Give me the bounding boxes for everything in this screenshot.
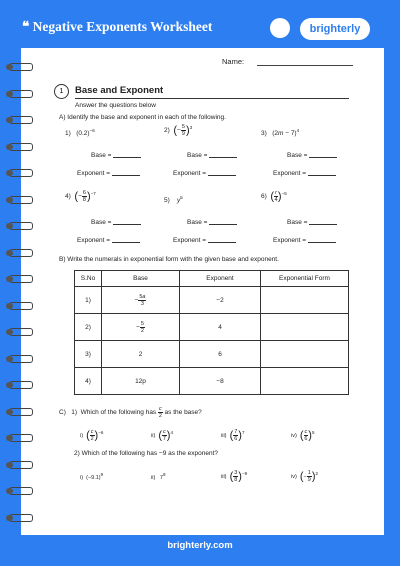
binding-ring <box>9 328 33 336</box>
exponent-field-5[interactable]: Exponent = <box>173 237 236 244</box>
answer-cell[interactable] <box>261 314 349 341</box>
binding-ring <box>9 302 33 310</box>
binding-ring <box>9 355 33 363</box>
table-row: 4) 12p −8 <box>75 368 349 395</box>
binding-ring <box>9 196 33 204</box>
table-row: 2) − $\frac{5}{2}$ 4 <box>75 314 349 341</box>
base-field-3[interactable]: Base = <box>287 152 337 159</box>
expr-a4: 4) (− $\frac{6}{8}$ )$^{-7}$ <box>65 190 96 203</box>
binding-ring <box>9 487 33 495</box>
name-label: Name: <box>222 57 245 66</box>
answer-cell[interactable] <box>261 287 349 314</box>
table-row: 3) 2 6 <box>75 341 349 368</box>
option-c1-i[interactable]: i) ( $\frac{c}{2}$ )$^{-6}$ <box>80 429 104 442</box>
exponent-table <box>74 270 349 395</box>
option-c2-iii[interactable]: iii) ( $\frac{3}{8}$ )$^{-9}$ <box>221 470 248 483</box>
table-row: 1) − $\frac{5a}{3}$ −2 <box>75 287 349 314</box>
binding-ring <box>9 222 33 230</box>
binding-ring <box>9 116 33 124</box>
option-c2-i[interactable]: i) $(-9.1)^9$ <box>80 472 104 481</box>
section-divider <box>75 98 349 99</box>
base-field-5[interactable]: Base = <box>187 219 237 226</box>
binding-ring <box>9 275 33 283</box>
section-number: 1 <box>54 84 69 99</box>
answer-cell[interactable] <box>261 341 349 368</box>
option-c1-iii[interactable]: iii) ( $\frac{7}{6}$ )$^7$ <box>221 429 245 442</box>
exponent-field-4[interactable]: Exponent = <box>77 237 140 244</box>
expr-a2: 2) (− $\frac{5}{9}$ )$^3$ <box>164 124 193 137</box>
base-field-6[interactable]: Base = <box>287 219 337 226</box>
col-header-exponent: Exponent <box>180 271 261 287</box>
binding-ring <box>9 461 33 469</box>
expr-a3: 3) $(2m - 7)^4$ <box>261 128 300 138</box>
exponent-field-2[interactable]: Exponent = <box>173 170 236 177</box>
col-header-base: Base <box>102 271 180 287</box>
binding-ring <box>9 514 33 522</box>
binding-ring <box>9 408 33 416</box>
brighterly-logo: brighterly <box>300 18 370 40</box>
col-header-sno: S.No <box>75 271 102 287</box>
part-a-instruction: A) Identify the base and exponent in each of the following. <box>59 114 226 121</box>
exponent-field-1[interactable]: Exponent = <box>77 170 140 177</box>
binding-ring <box>9 381 33 389</box>
binding-ring <box>9 249 33 257</box>
circle-decoration <box>270 18 290 38</box>
part-b-instruction: B) Write the numerals in exponential form with the given base and exponent. <box>59 256 279 263</box>
part-c-question-2: 2) Which of the following has −9 as the exponent? <box>74 450 218 457</box>
section-subtitle: Answer the questions below <box>75 102 156 109</box>
binding-ring <box>9 90 33 98</box>
binding-ring <box>9 63 33 71</box>
col-header-exponential-form: Exponential Form <box>261 271 349 287</box>
binding-ring <box>9 434 33 442</box>
exponent-field-3[interactable]: Exponent = <box>273 170 336 177</box>
expr-a6: 6) ( $\frac{r}{4}$ )$^{-5}$ <box>261 190 287 203</box>
option-c2-iv[interactable]: iv) (− $\frac{1}{9}$ )$^2$ <box>291 470 319 483</box>
expr-a1: 1) $(0.2)^{-6}$ <box>65 128 95 138</box>
expr-a5: 5) $y^5$ <box>164 195 183 205</box>
footer-url: brighterly.com <box>167 540 233 551</box>
option-c1-iv[interactable]: iv) ( $\frac{c}{6}$ )$^5$ <box>291 429 315 442</box>
binding-ring <box>9 169 33 177</box>
base-field-1[interactable]: Base = <box>91 152 141 159</box>
exponent-field-6[interactable]: Exponent = <box>273 237 336 244</box>
option-c1-ii[interactable]: ii) ( $\frac{c}{7}$ )$^4$ <box>151 429 173 442</box>
part-c-question-1: C) 1) Which of the following has $\frac{c}{2}$ as the base? <box>59 406 202 419</box>
option-c2-ii[interactable]: ii) $7^9$ <box>151 472 166 481</box>
binding-ring <box>9 143 33 151</box>
section-title: Base and Exponent <box>75 85 164 96</box>
base-field-4[interactable]: Base = <box>91 219 141 226</box>
name-line <box>257 65 353 66</box>
answer-cell[interactable] <box>261 368 349 395</box>
worksheet-title: ❝ Negative Exponents Worksheet <box>22 19 213 34</box>
base-field-2[interactable]: Base = <box>187 152 237 159</box>
